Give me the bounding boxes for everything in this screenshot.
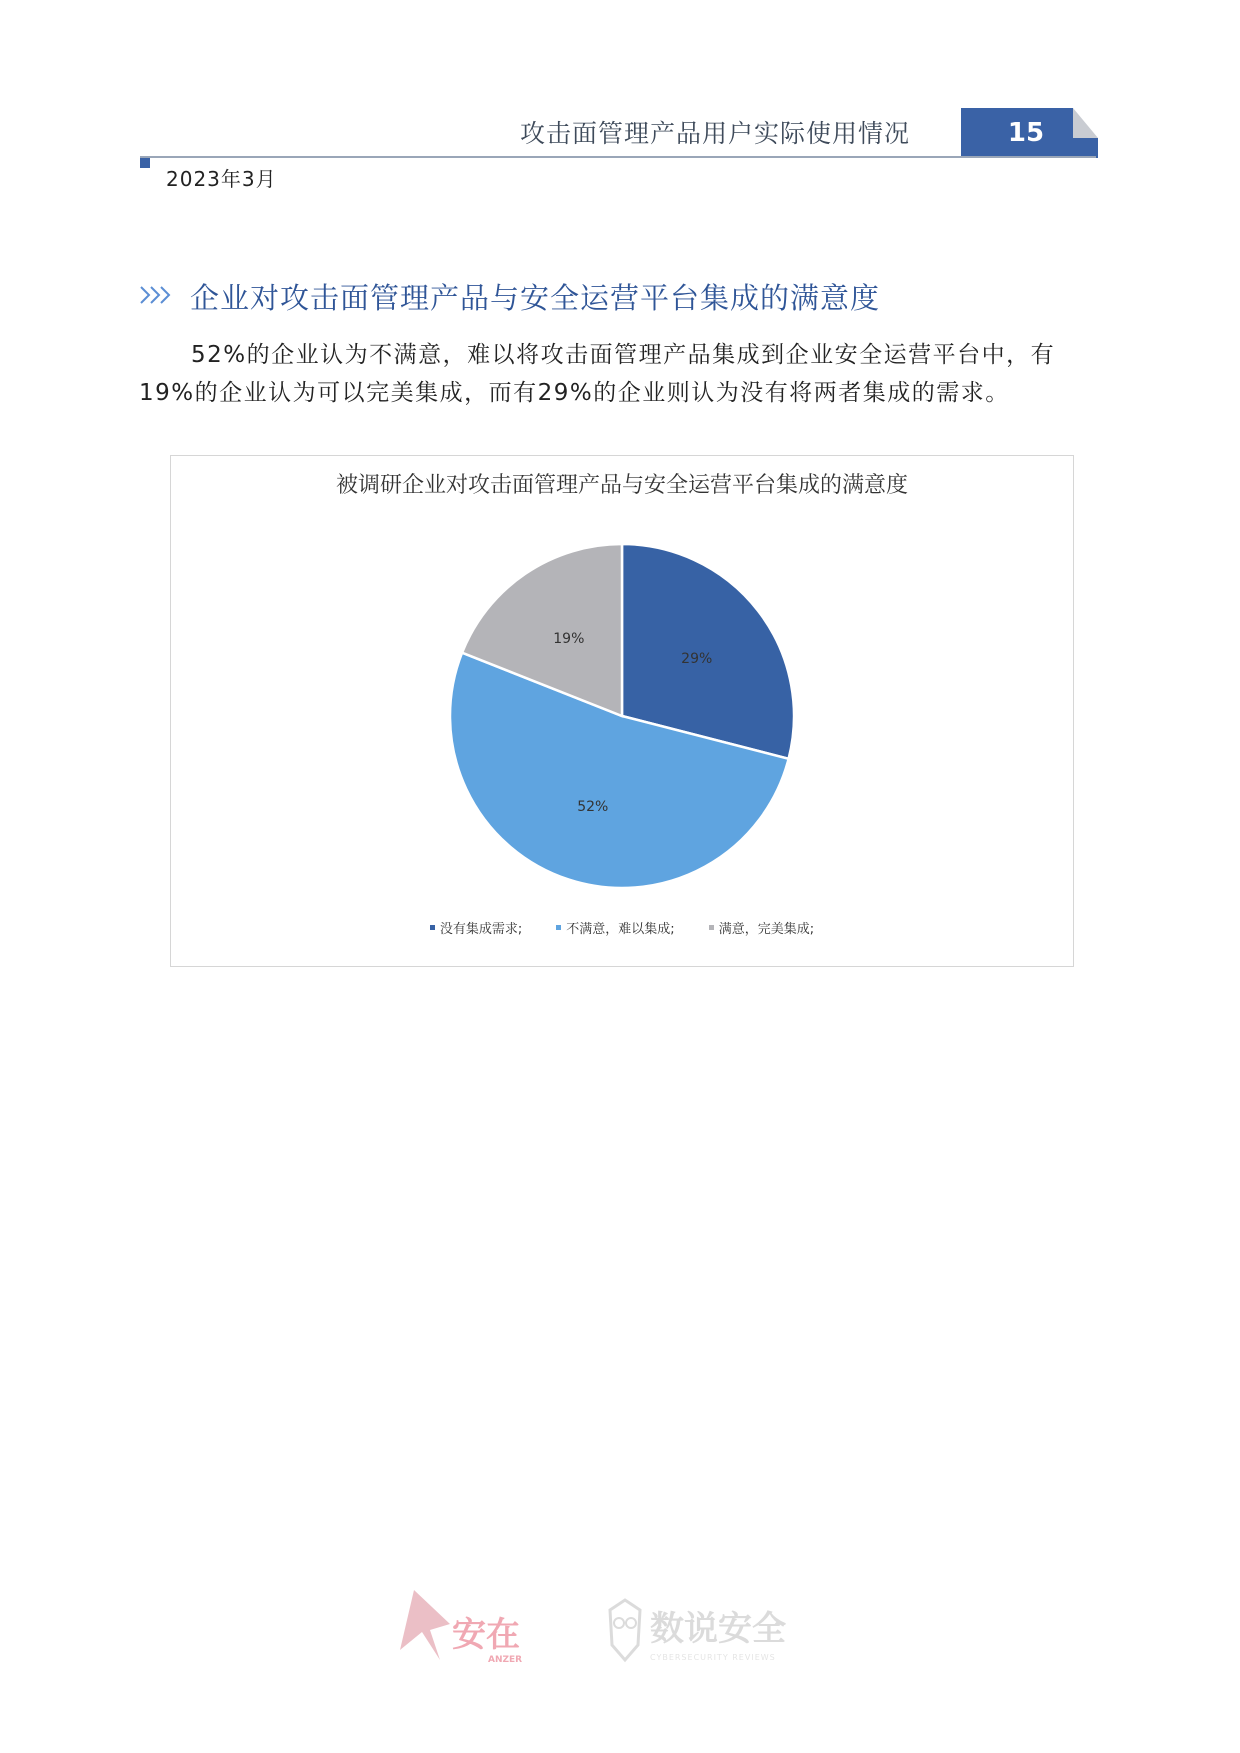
section-arrows-icon: [139, 284, 179, 306]
footer-logos: [400, 1590, 850, 1680]
pie-chart: [171, 456, 1073, 966]
legend-label-1: 不满意，难以集成;: [566, 922, 675, 937]
anzer-logo-text: 安在: [452, 1615, 520, 1655]
legend-item-0: [430, 918, 522, 937]
body-paragraph: [139, 336, 1101, 412]
legend-swatch-0: [430, 925, 435, 930]
report-date: 2023年3月: [166, 167, 277, 191]
pie-data-label-1: 52%: [577, 798, 609, 815]
pie-data-label-2: 19%: [553, 630, 585, 647]
page-number: 15: [1007, 118, 1045, 148]
paragraph-line-2: 19%的企业认为可以完美集成，而有29%的企业则认为没有将两者集成的需求。: [139, 380, 1010, 406]
chart-legend: [171, 918, 1073, 937]
section-title: 企业对攻击面管理产品与安全运营平台集成的满意度: [190, 281, 881, 315]
paragraph-line-1: 52%的企业认为不满意，难以将攻击面管理产品集成到企业安全运营平台中，有: [191, 342, 1056, 368]
legend-item-1: [556, 918, 674, 937]
legend-label-0: 没有集成需求;: [439, 922, 523, 937]
chart-frame: [170, 455, 1074, 967]
running-header-title: 攻击面管理产品用户实际使用情况: [519, 119, 910, 148]
legend-swatch-1: [556, 925, 561, 930]
legend-item-2: [709, 918, 814, 937]
cybersecurity-reviews-logo: [610, 1600, 786, 1662]
anzer-logo: [400, 1590, 522, 1665]
cybersecurity-reviews-logo-sub: CYBERSECURITY REVIEWS: [650, 1653, 776, 1662]
header-marker: [140, 158, 150, 168]
header-divider: [140, 156, 1096, 158]
cybersecurity-reviews-logo-text: 数说安全: [650, 1609, 786, 1649]
pie-data-label-0: 29%: [681, 651, 713, 668]
chart-title: 被调研企业对攻击面管理产品与安全运营平台集成的满意度: [335, 473, 908, 498]
legend-swatch-2: [709, 925, 714, 930]
anzer-logo-sub: ANZER: [488, 1655, 523, 1665]
legend-label-2: 满意，完美集成;: [718, 922, 815, 937]
